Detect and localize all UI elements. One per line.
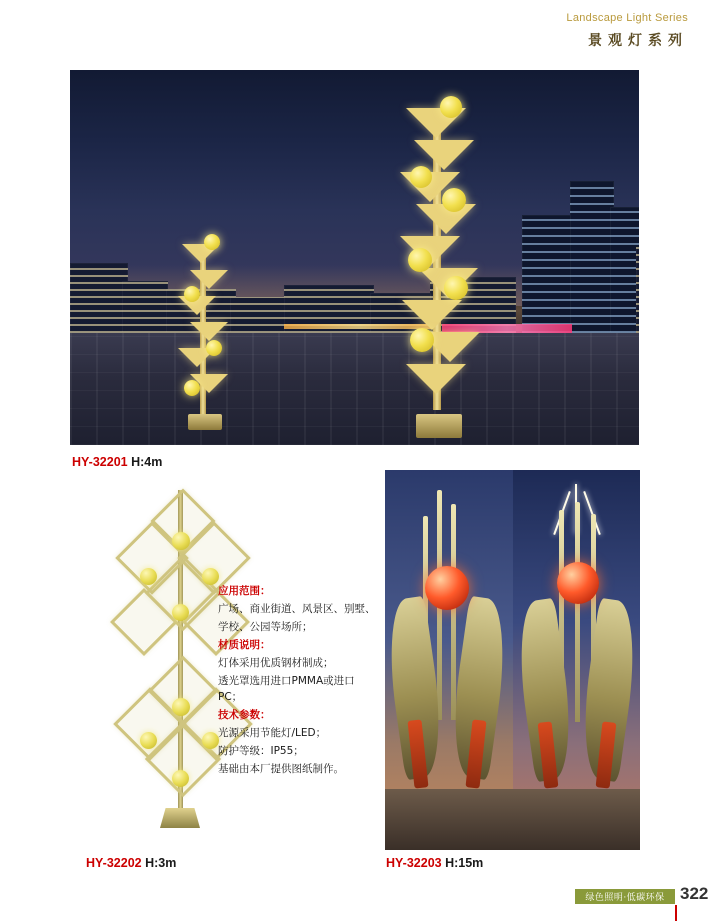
caption-hy32202 [86, 856, 176, 870]
light-sphere [410, 166, 432, 188]
light-sphere [184, 286, 200, 302]
spire [575, 502, 580, 722]
caption-hy32203 [386, 856, 483, 870]
light-sphere [140, 568, 157, 585]
product-code: HY-32202 [86, 856, 142, 870]
spec-line: 灯体采用优质钢材制成； [218, 657, 334, 669]
spec-line: 防护等级：IP55； [218, 745, 304, 757]
ground-plane [513, 789, 641, 850]
building [70, 263, 128, 333]
series-title-cn: 景观灯系列 [588, 32, 688, 48]
light-sphere [202, 732, 219, 749]
light-sphere [202, 568, 219, 585]
sculpture-base [188, 414, 222, 430]
triangle-element [402, 300, 462, 330]
light-sphere [172, 698, 190, 716]
product-code: HY-32203 [386, 856, 442, 870]
product-photo-hy32203 [385, 470, 640, 850]
photo-panel-right [513, 470, 641, 850]
light-sphere [140, 732, 157, 749]
light-sphere [410, 328, 434, 352]
product-photo-hy32201 [70, 70, 639, 445]
spire [451, 504, 456, 720]
light-sphere [184, 380, 200, 396]
light-sphere [172, 532, 190, 550]
building-tower [610, 207, 639, 333]
photo-panel-left [385, 470, 513, 850]
ground-plane [385, 789, 513, 850]
series-title-en: Landscape Light Series [566, 12, 688, 24]
product-height: H:4m [131, 455, 163, 469]
page-header [0, 0, 710, 58]
spec-line: 透光罩选用进口PMMA或进口PC； [218, 675, 355, 703]
specifications-block [218, 583, 378, 779]
spec-line: 基础由本厂提供图纸制作。 [218, 763, 344, 775]
light-sphere [172, 604, 189, 621]
spec-line: 广场、商业街道、风景区、别墅、 [218, 603, 376, 615]
light-sphere [442, 188, 466, 212]
spec-line: 学校、公园等场所； [218, 621, 313, 633]
triangle-element [190, 322, 228, 341]
sculpture-large [370, 88, 510, 428]
light-sphere [204, 234, 220, 250]
spec-heading-technical: 技术参数： [218, 709, 271, 721]
product-height: H:3m [145, 856, 177, 870]
light-sphere [206, 340, 222, 356]
light-sphere [440, 96, 462, 118]
light-sphere [172, 770, 189, 787]
light-sphere [444, 276, 468, 300]
light-base [160, 808, 200, 828]
building [636, 247, 639, 333]
building-tower [570, 181, 614, 333]
triangle-element [406, 364, 466, 394]
spec-line: 光源采用节能灯/LED； [218, 727, 327, 739]
footer-tagline: 绿色照明·低碳环保 [575, 889, 675, 904]
spec-heading-material: 材质说明： [218, 639, 271, 651]
product-height: H:15m [445, 856, 484, 870]
caption-hy32201 [72, 455, 162, 469]
red-sphere [557, 562, 599, 604]
building-tower [522, 215, 574, 333]
spec-heading-application: 应用范围： [218, 585, 271, 597]
sculpture-small [156, 230, 256, 430]
page-number: 322 [680, 884, 709, 903]
product-code: HY-32201 [72, 455, 128, 469]
sculpture-base [416, 414, 462, 438]
red-sphere [425, 566, 469, 610]
footer-accent-rule [675, 905, 677, 921]
light-sphere [408, 248, 432, 272]
